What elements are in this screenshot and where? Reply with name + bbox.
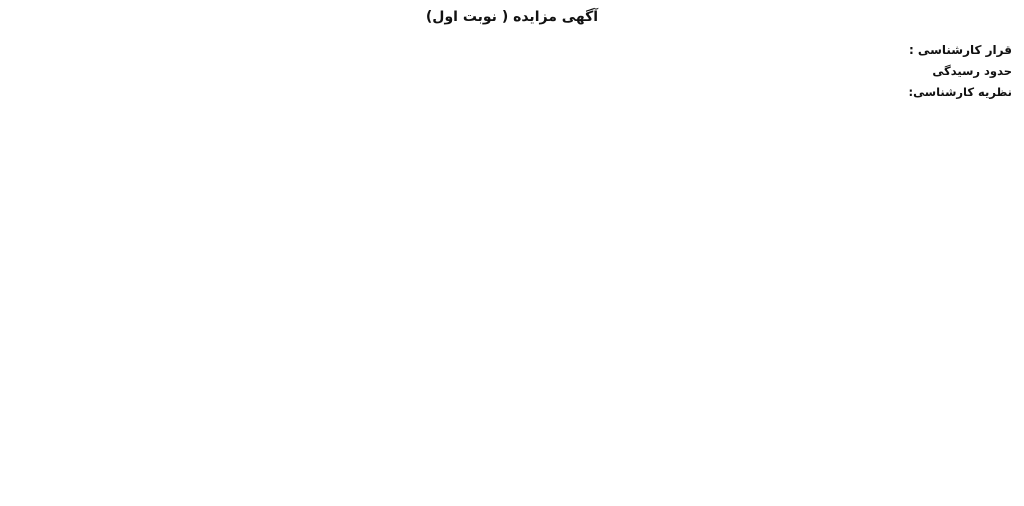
expert-order-heading: قرار کارشناسی :	[908, 43, 1012, 57]
opinion-paragraph	[12, 85, 1012, 100]
notice-title: آگهی مزایده ( نوبت اول)	[425, 9, 599, 25]
scope-paragraph	[12, 64, 1012, 79]
scope-label: حدود رسیدگی	[932, 64, 1012, 78]
opinion-label: نظریه کارشناسی:	[908, 85, 1012, 99]
